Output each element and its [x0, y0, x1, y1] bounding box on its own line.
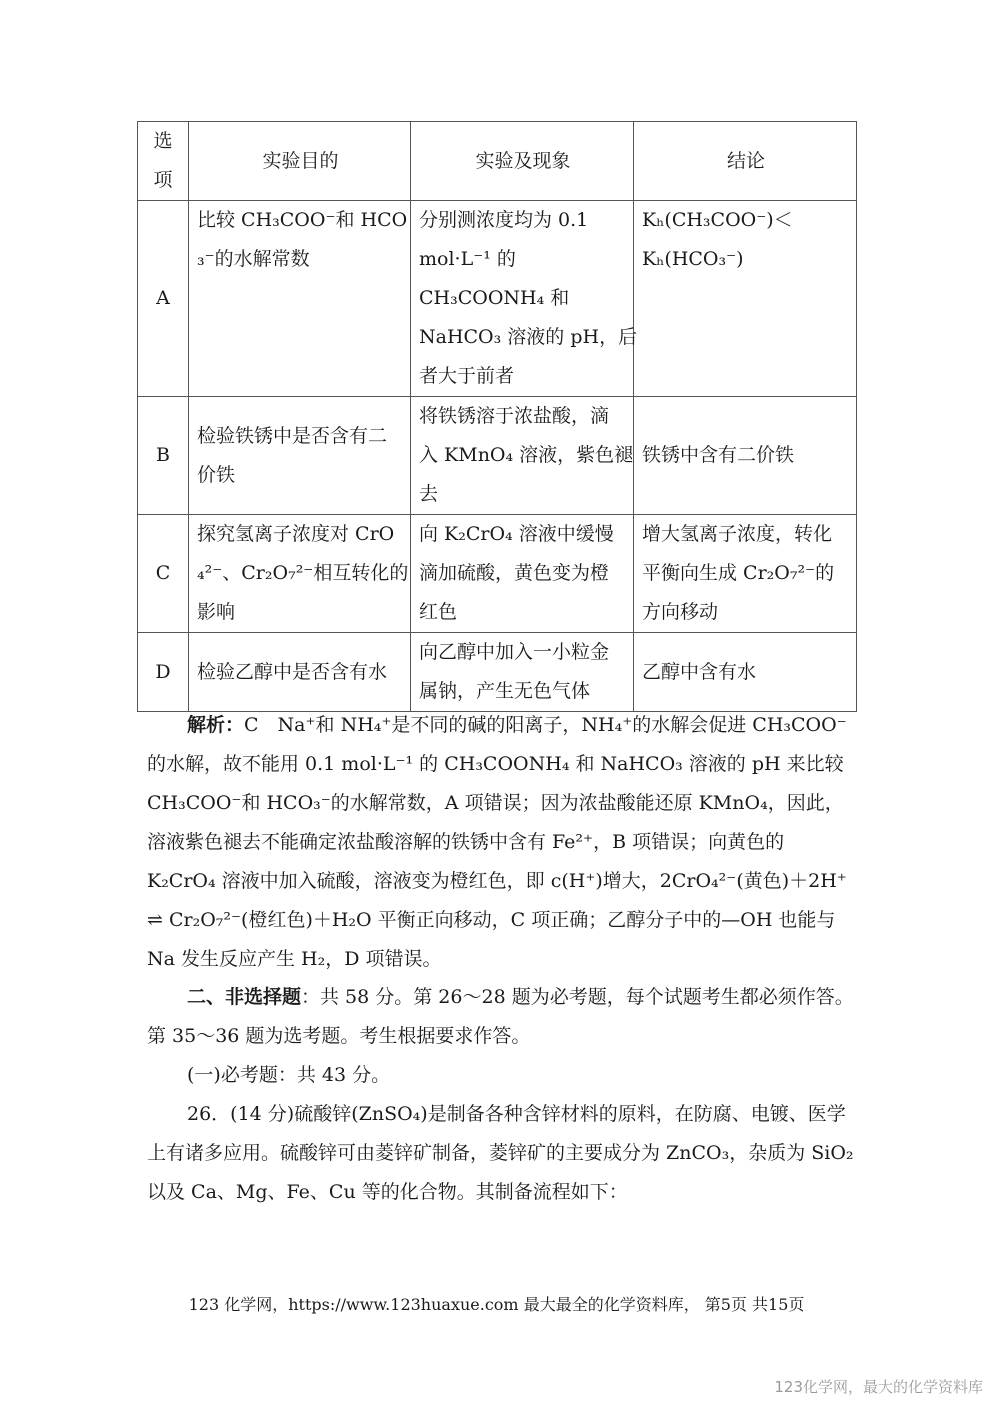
purpose-c-line: 探究氢离子浓度对 CrO: [197, 523, 395, 545]
table-header-row: [138, 122, 857, 201]
conclusion-c: [634, 515, 857, 633]
header-option-line1: 选: [153, 130, 173, 152]
procedure-c-line: 向 K₂CrO₄ 溶液中缓慢: [419, 523, 614, 545]
header-conclusion: 结论: [634, 122, 857, 201]
page-footer: 123 化学网，https://www.123huaxue.com 最大最全的化学资料库， 第5页 共15页: [188, 1295, 805, 1314]
header-procedure: 实验及现象: [411, 122, 634, 201]
question-26-line: 26．(14 分)硫酸锌(ZnSO₄)是制备各种含锌材料的原料，在防腐、电镀、医学: [187, 1103, 846, 1125]
procedure-c-line: 滴加硫酸，黄色变为橙: [419, 562, 610, 584]
header-option: [138, 122, 189, 201]
section-heading-text: ：共 58 分。第 26～28 题为必考题，每个试题考生都必须作答。: [301, 986, 854, 1008]
question-26-line: 以及 Ca、Mg、Fe、Cu 等的化合物。其制备流程如下：: [147, 1181, 628, 1203]
purpose-b-line: 价铁: [197, 463, 236, 486]
procedure-c: [411, 515, 634, 633]
conclusion-c-line: 平衡向生成 Cr₂O₇²⁻的: [642, 562, 835, 584]
analysis-line: CH₃COO⁻和 HCO₃⁻的水解常数，A 项错误；因为浓盐酸能还原 KMnO₄，因此，: [147, 792, 844, 814]
analysis-line: 的水解，故不能用 0.1 mol·L⁻¹ 的 CH₃COONH₄ 和 NaHCO₃ 溶液的 pH 来比较: [147, 753, 844, 775]
analysis-line: ⇌ Cr₂O₇²⁻(橙红色)＋H₂O 平衡正向移动，C 项正确；乙醇分子中的—OH 也能与: [147, 909, 836, 931]
option-a: A: [138, 201, 189, 397]
purpose-c: [189, 515, 411, 633]
analysis-line: Na 发生反应产生 H₂，D 项错误。: [147, 948, 442, 970]
purpose-c-line: 影响: [197, 601, 236, 623]
analysis-line: [147, 706, 862, 745]
procedure-a: [411, 201, 638, 397]
table-row-a: [138, 201, 857, 397]
required-questions-label: (一)必考题：共 43 分。: [187, 1064, 391, 1086]
question-26-line: 上有诸多应用。硫酸锌可由菱锌矿制备，菱锌矿的主要成分为 ZnCO₃，杂质为 SiO₂: [147, 1142, 854, 1164]
table-row-d: [138, 633, 857, 712]
conclusion-a-line: Kₕ(HCO₃⁻): [642, 248, 744, 270]
conclusion-c-line: 增大氢离子浓度，转化: [642, 523, 833, 545]
conclusion-c-line: 方向移动: [642, 601, 719, 623]
non-choice-section: [147, 978, 862, 1212]
procedure-a-line: CH₃COONH₄ 和: [419, 287, 570, 309]
conclusion-b-line: 铁锈中含有二价铁: [642, 444, 795, 466]
table-row-c: [138, 515, 857, 633]
header-option-line2: 项: [153, 169, 173, 191]
purpose-b-line: 检验铁锈中是否含有二: [197, 424, 388, 447]
procedure-d: [411, 633, 634, 712]
procedure-a-line: NaHCO₃ 溶液的 pH，后: [419, 326, 638, 348]
table-row-b: [138, 397, 857, 515]
option-d: D: [138, 633, 189, 712]
experiment-table: [137, 121, 857, 712]
procedure-d-line: 向乙醇中加入一小粒金: [419, 641, 610, 663]
purpose-a-line: ₃⁻的水解常数: [197, 248, 310, 270]
purpose-d: [189, 633, 411, 712]
procedure-c-line: 红色: [419, 601, 458, 623]
procedure-b-line: 将铁锈溶于浓盐酸，滴: [419, 405, 610, 427]
purpose-d-line: 检验乙醇中是否含有水: [197, 660, 388, 683]
procedure-a-line: 者大于前者: [419, 365, 515, 387]
section-heading-line: [147, 978, 862, 1017]
conclusion-d-line: 乙醇中含有水: [642, 660, 757, 683]
procedure-d-line: 属钠，产生无色气体: [419, 680, 591, 702]
option-b: B: [138, 397, 189, 515]
procedure-a-line: 分别测浓度均为 0.1: [419, 209, 589, 231]
analysis-text: C Na⁺和 NH₄⁺是不同的碱的阳离子，NH₄⁺的水解会促进 CH₃COO⁻: [244, 714, 847, 736]
purpose-a-line: 比较 CH₃COO⁻和 HCO: [197, 209, 408, 231]
section-heading: 二、非选择题: [187, 986, 302, 1008]
analysis-label: 解析：: [187, 714, 245, 736]
procedure-b-line: 去: [419, 483, 439, 505]
analysis-paragraph: [147, 706, 862, 979]
procedure-a-line: mol·L⁻¹ 的: [419, 248, 516, 270]
option-c: C: [138, 515, 189, 633]
watermark: 123化学网，最大的化学资料库: [774, 1378, 983, 1396]
conclusion-d: [634, 633, 857, 712]
analysis-line: 溶液紫色褪去不能确定浓盐酸溶解的铁锈中含有 Fe²⁺，B 项错误；向黄色的: [147, 831, 785, 853]
procedure-b-line: 入 KMnO₄ 溶液，紫色褪: [419, 444, 634, 466]
purpose-b: [189, 397, 411, 515]
analysis-line: K₂CrO₄ 溶液中加入硫酸，溶液变为橙红色，即 c(H⁺)增大，2CrO₄²⁻(黄色)＋2H⁺: [147, 870, 847, 892]
conclusion-b: [634, 397, 857, 515]
header-purpose: 实验目的: [189, 122, 411, 201]
purpose-a: [189, 201, 411, 397]
purpose-c-line: ₄²⁻、Cr₂O₇²⁻相互转化的: [197, 562, 409, 584]
procedure-b: [411, 397, 634, 515]
conclusion-a-line: Kₕ(CH₃COO⁻)＜: [642, 209, 793, 231]
section-line: 第 35～36 题为选考题。考生根据要求作答。: [147, 1025, 531, 1047]
conclusion-a: [634, 201, 857, 397]
